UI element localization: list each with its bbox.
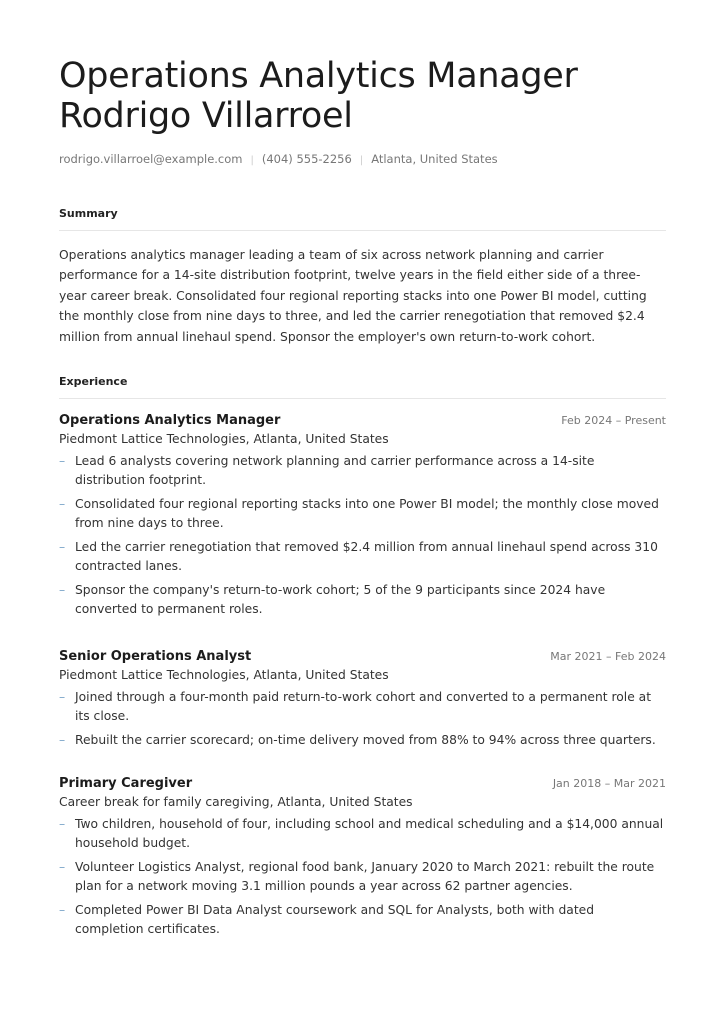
bullet-text: Volunteer Logistics Analyst, regional food bank, January 2020 to March 2021: rebuilt the route plan for a network moving 3.1 million pounds a year across 62 partner agencies. — [75, 860, 655, 893]
bullet-item — [59, 538, 666, 575]
bullet-text: Two children, household of four, including school and medical scheduling and a $14,000 annual household budget. — [75, 817, 664, 850]
bullet-dash-icon: – — [59, 497, 66, 511]
job-organization: Piedmont Lattice Technologies, Atlanta, United States — [59, 668, 389, 682]
job-entry — [59, 776, 666, 944]
bullet-dash-icon: – — [59, 903, 66, 917]
contact-location: Atlanta, United States — [371, 152, 498, 166]
bullet-item — [59, 581, 666, 618]
title-role: Operations Analytics Manager — [59, 56, 578, 96]
job-title: Senior Operations Analyst — [59, 649, 252, 664]
bullet-text: Rebuilt the carrier scorecard; on-time delivery moved from 88% to 94% across three quarters. — [75, 733, 656, 747]
summary-text: Operations analytics manager leading a team of six across network planning and carrier performance for a 14-site distribution footprint, twelve years in the field either side of a three-year career break. Consolidated four regional reporting stacks into one Power BI model, cutting the monthly close from nine days to three, and led the carrier renegotiation that removed $2.4 million from annual linehaul spend. Sponsor the employer's own return-to-work cohort. — [59, 248, 647, 344]
bullet-item — [59, 901, 666, 938]
contact-separator: | — [359, 155, 364, 166]
bullet-dash-icon: – — [59, 733, 66, 747]
job-title: Operations Analytics Manager — [59, 413, 281, 428]
job-organization: Career break for family caregiving, Atlanta, United States — [59, 795, 413, 809]
job-dates: Jan 2018 – Mar 2021 — [552, 777, 666, 790]
job-organization: Piedmont Lattice Technologies, Atlanta, United States — [59, 432, 389, 446]
bullet-text: Completed Power BI Data Analyst coursework and SQL for Analysts, both with dated completion certificates. — [75, 903, 595, 936]
bullet-text: Consolidated four regional reporting stacks into one Power BI model; the monthly close moved from nine days to three. — [75, 497, 659, 530]
bullet-item — [59, 688, 666, 725]
bullet-item — [59, 731, 666, 750]
bullet-text: Joined through a four-month paid return-to-work cohort and converted to a permanent role at its close. — [75, 690, 652, 723]
job-header — [59, 776, 666, 791]
job-header — [59, 649, 666, 664]
job-dates: Feb 2024 – Present — [561, 414, 666, 427]
contact-separator: | — [250, 155, 254, 166]
job-bullets — [59, 452, 666, 618]
bullet-text: Lead 6 analysts covering network planning and carrier performance across a 14-site distribution footprint. — [75, 454, 595, 487]
job-entry — [59, 413, 666, 624]
bullet-text: Led the carrier renegotiation that removed $2.4 million from annual linehaul spend across 310 contracted lanes. — [75, 540, 658, 573]
job-header — [59, 413, 666, 428]
bullet-dash-icon: – — [59, 860, 66, 874]
job-entry — [59, 649, 666, 756]
bullet-item — [59, 815, 666, 852]
page-title — [59, 56, 578, 136]
bullet-dash-icon: – — [59, 540, 66, 554]
contact-line — [59, 152, 498, 166]
bullet-item — [59, 858, 666, 895]
experience-heading: Experience — [59, 375, 666, 399]
bullet-dash-icon: – — [59, 817, 66, 831]
contact-phone: (404) 555-2256 — [261, 152, 352, 166]
bullet-item — [59, 452, 666, 489]
bullet-dash-icon: – — [59, 583, 66, 597]
bullet-item — [59, 495, 666, 532]
job-dates: Mar 2021 – Feb 2024 — [550, 650, 666, 663]
title-name: Rodrigo Villarroel — [59, 96, 353, 136]
contact-email: rodrigo.villarroel@example.com — [59, 152, 243, 166]
summary-heading: Summary — [59, 207, 666, 231]
bullet-dash-icon: – — [59, 454, 66, 468]
bullet-text: Sponsor the company's return-to-work cohort; 5 of the 9 participants since 2024 have converted to permanent roles. — [75, 583, 606, 616]
bullet-dash-icon: – — [59, 690, 66, 704]
job-title: Primary Caregiver — [59, 776, 193, 791]
job-bullets — [59, 815, 666, 938]
job-bullets — [59, 688, 666, 750]
